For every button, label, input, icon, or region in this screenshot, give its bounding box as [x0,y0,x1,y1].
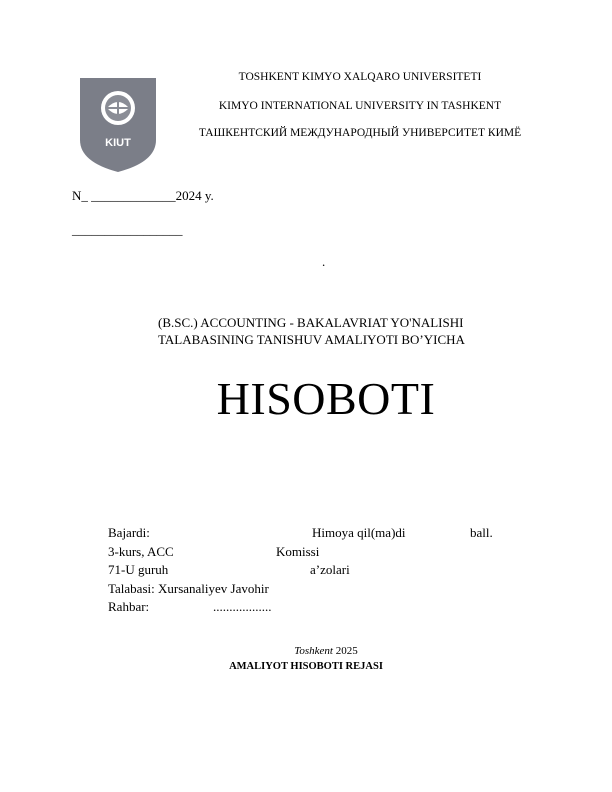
himoya-label: Himoya qil(ma)di [312,525,406,540]
course-text: 3-kurs, ACC [108,544,174,559]
komissi-label: Komissi [276,544,320,559]
report-plan-heading: AMALIYOT HISOBOTI REJASI [229,661,383,672]
student-name: Talabasi: Xursanaliyev Javohir [108,581,269,596]
center-dot: . [322,254,326,269]
supervisor-label: Rahbar: [108,599,150,614]
subtitle-line-1: (B.SC.) ACCOUNTING - BAKALAVRIAT YO'NALISHI [158,315,464,330]
year: 2025 [335,645,358,657]
bajardi-label: Bajardi: [108,525,150,540]
header-line-ru: ТАШКЕНТСКИЙ МЕЖДУНАРОДНЫЙ УНИВЕРСИТЕТ КИМЁ [198,127,522,139]
header-line-uz: TOSHKENT KIMYO XALQARO UNIVERSITETI [238,71,482,83]
group-text: 71-U guruh [108,562,169,577]
logo-text: KIUT [105,137,131,149]
subtitle-line-2: TALABASINING TANISHUV AMALIYOTI BO’YICHA [158,332,465,347]
azolari-label: a’zolari [310,562,350,577]
city-year [0,645,612,657]
university-logo [80,78,156,172]
signature-underline: _________________ [72,222,183,237]
header-line-en: KIMYO INTERNATIONAL UNIVERSITY IN TASHKENT [218,100,502,112]
ball-label: ball. [470,525,493,540]
city: Toshkent [294,645,333,657]
document-number-line: N_ _____________2024 y. [72,188,214,203]
supervisor-value: .................. [213,599,272,614]
document-title: HISOBOTI [216,373,436,424]
